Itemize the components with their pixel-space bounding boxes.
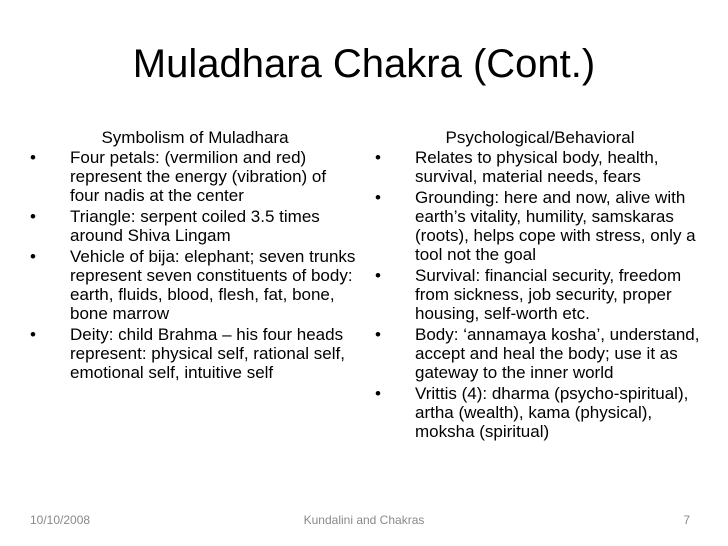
list-item (375, 188, 705, 264)
right-column-heading: Psychological/Behavioral (445, 128, 635, 147)
slide-title: Muladhara Chakra (Cont.) (132, 42, 596, 86)
bullet-text: Vehicle of bija: elephant; seven trunks represent seven constituents of body: earth, fluids, blood, flesh, fat, bone, bone marrow (70, 247, 356, 323)
bullet-text: Vrittis (4): dharma (psycho-spiritual), artha (wealth), kama (physical), moksha (spiritual) (415, 384, 689, 441)
bullet-text: Relates to physical body, health, survival, material needs, fears (415, 148, 659, 186)
right-bullet-list (375, 148, 705, 441)
bullet-text: Grounding: here and now, alive with earth’s vitality, humility, samskaras (roots), helps cope with stress, only a tool not the goal (415, 188, 696, 264)
bullet-text: Body: ‘annamaya kosha’, understand, accept and heal the body; use it as gateway to the inner world (415, 325, 700, 382)
bullet-dot-icon: • (375, 148, 381, 167)
left-column (30, 128, 360, 384)
left-column-heading: Symbolism of Muladhara (101, 128, 289, 147)
page-number: 7 (683, 513, 690, 527)
bullet-dot-icon: • (30, 325, 36, 344)
list-item (30, 325, 360, 382)
footer-title: Kundalini and Chakras (303, 513, 425, 527)
footer-date: 10/10/2008 (30, 513, 91, 527)
list-item (375, 266, 705, 323)
left-bullet-list (30, 148, 360, 382)
bullet-dot-icon: • (375, 188, 381, 207)
bullet-dot-icon: • (30, 148, 36, 167)
right-column (375, 128, 705, 443)
bullet-dot-icon: • (375, 266, 381, 285)
list-item (30, 148, 360, 205)
list-item (375, 148, 705, 186)
bullet-dot-icon: • (375, 325, 381, 344)
bullet-dot-icon: • (375, 384, 381, 403)
bullet-dot-icon: • (30, 247, 36, 266)
bullet-text: Survival: financial security, freedom from sickness, job security, proper housing, self-worth etc. (415, 266, 682, 323)
list-item (375, 384, 705, 441)
bullet-text: Deity: child Brahma – his four heads represent: physical self, rational self, emotional self, intuitive self (70, 325, 345, 382)
bullet-dot-icon: • (30, 207, 36, 226)
list-item (375, 325, 705, 382)
bullet-text: Four petals: (vermilion and red) represent the energy (vibration) of four nadis at the center (70, 148, 327, 205)
list-item (30, 207, 360, 245)
list-item (30, 247, 360, 323)
bullet-text: Triangle: serpent coiled 3.5 times around Shiva Lingam (70, 207, 320, 245)
